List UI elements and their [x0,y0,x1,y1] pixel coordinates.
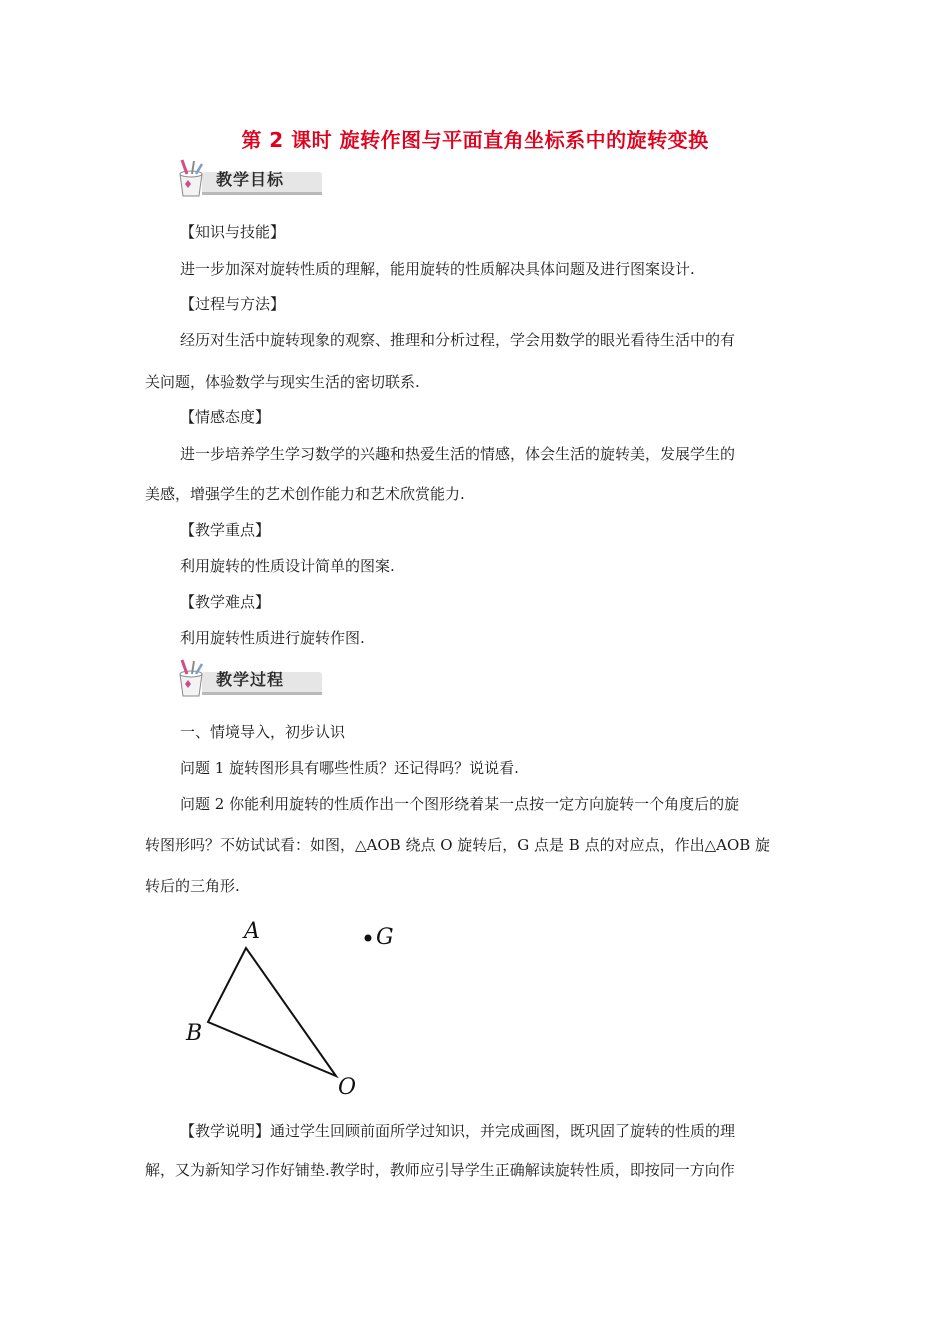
emotion-text-1: 进一步培养学生学习数学的兴趣和热爱生活的情感，体会生活的旋转美，发展学生的 [180,445,736,463]
question-1: 问题 1 旋转图形具有哪些性质？还记得吗？说说看. [180,759,519,777]
emotion-text-2: 美感，增强学生的艺术创作能力和艺术欣赏能力. [145,485,465,503]
difficulty-text: 利用旋转性质进行旋转作图. [180,629,365,647]
banner-label-goals: 教学目标 [216,170,285,189]
knowledge-heading: 【知识与技能】 [180,223,286,241]
label-b: B [186,1021,203,1046]
method-text-1: 经历对生活中旋转现象的观察、推理和分析过程，学会用数学的眼光看待生活中的有 [180,331,736,349]
question-2-line-3: 转后的三角形. [145,877,240,895]
section-banner-goals [172,158,324,200]
section-1-heading: 一、情境导入，初步认识 [180,723,346,741]
method-heading: 【过程与方法】 [180,295,286,313]
key-heading: 【教学重点】 [180,521,271,539]
label-o: O [338,1075,357,1100]
point-g [365,935,372,942]
banner-label-process: 教学过程 [216,670,285,689]
question-2-line-1: 问题 2 你能利用旋转的性质作出一个图形绕着某一点按一定方向旋转一个角度后的旋 [180,795,740,813]
section-banner-process [172,658,324,700]
teaching-note-line-2: 解，又为新知学习作好铺垫.教学时，教师应引导学生正确解读旋转性质，即按同一方向作 [145,1161,735,1179]
question-2-line-2: 转图形吗？不妨试试看：如图，△AOB 绕点 O 旋转后，G 点是 B 点的对应点，作出△AOB 旋 [145,836,771,854]
label-g: G [376,925,394,950]
knowledge-text: 进一步加深对旋转性质的理解，能用旋转的性质解决具体问题及进行图案设计. [180,260,695,278]
method-text-2: 关问题，体验数学与现实生活的密切联系. [145,373,420,391]
triangle-aob [208,948,336,1076]
difficulty-heading: 【教学难点】 [180,593,271,611]
triangle-aob-figure [170,910,430,1100]
label-a: A [244,919,260,944]
key-text: 利用旋转的性质设计简单的图案. [180,557,395,575]
teaching-note-line-1: 【教学说明】通过学生回顾前面所学过知识，并完成画图，既巩固了旋转的性质的理 [180,1122,736,1140]
page-title: 第 2 课时 旋转作图与平面直角坐标系中的旋转变换 [241,128,709,152]
emotion-heading: 【情感态度】 [180,408,271,426]
